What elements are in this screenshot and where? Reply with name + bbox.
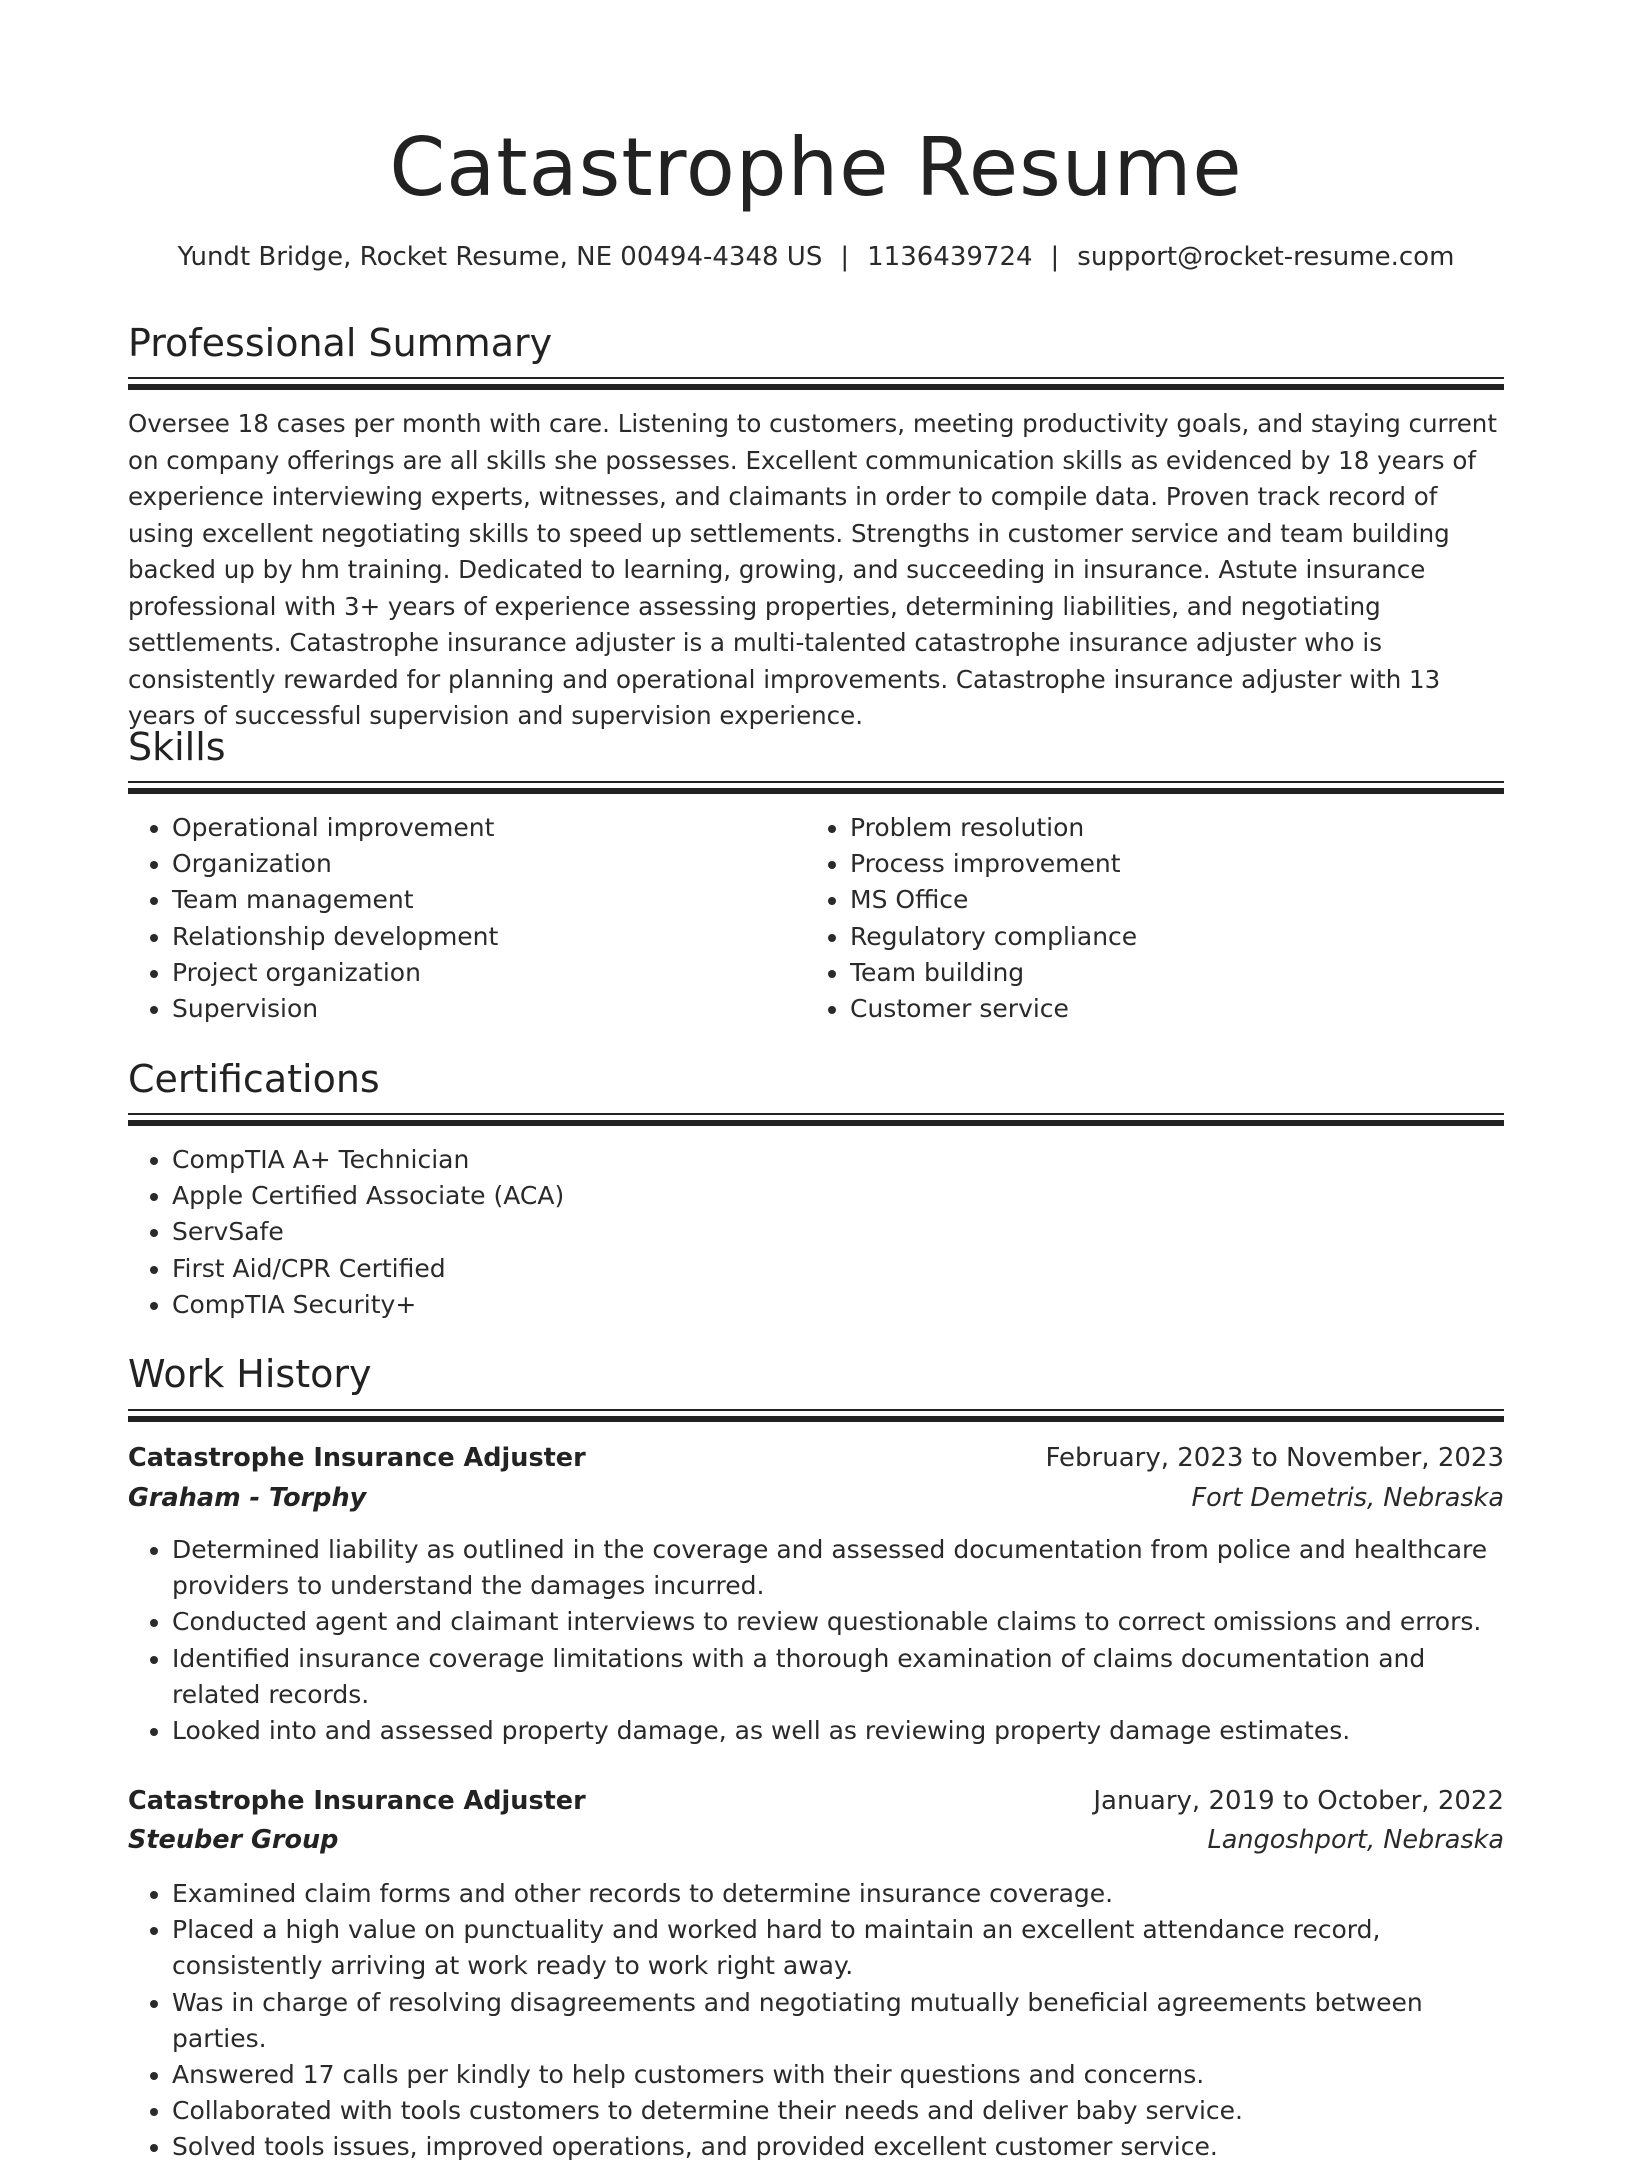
list-item: • CompTIA Security+ [172, 1287, 1472, 1323]
list-item: • Solved tools issues, improved operations, and provided excellent customer service. [172, 2129, 1512, 2165]
summary-heading: Professional Summary [128, 321, 553, 365]
list-item: • Examined claim forms and other records to determine insurance coverage. [172, 1876, 1512, 1912]
list-item: • Apple Certified Associate (ACA) [172, 1178, 1472, 1214]
list-item: • Team management [172, 882, 792, 918]
list-item: • Process improvement [850, 846, 1490, 882]
list-item: • MS Office [850, 882, 1490, 918]
resume-name: Catastrophe Resume [389, 121, 1243, 214]
contact-address: Yundt Bridge, Rocket Resume, NE 00494-4348 US [177, 242, 823, 272]
list-item: • Customer service [850, 991, 1490, 1027]
summary-text: Oversee 18 cases per month with care. Listening to customers, meeting productivity goals, and staying current on company offerings are all skills she possesses. Excellent communication skills as evidenced by 18 years of experience interviewing experts, witnesses, and claimants in order to compile data. Proven track record of using excellent negotiating skills to speed up settlements. Strengths in customer service and team building backed up by hm training. Dedicated to learning, growing, and succeeding in insurance. Astute insurance professional with 3+ years of experience assessing properties, determining liabilities, and negotiating settlements. Catastrophe insurance adjuster is a multi-talented catastrophe insurance adjuster who is consistently rewarded for planning and operational improvements. Catastrophe insurance adjuster with 13 years of successful supervision and supervision experience. [128, 409, 1497, 730]
job-dates: January, 2019 to October, 2022 [1093, 1786, 1504, 1816]
list-item: • CompTIA A+ Technician [172, 1142, 1472, 1178]
contact-separator: | [840, 242, 850, 272]
section-divider [128, 781, 1504, 795]
contact-phone: 1136439724 [867, 242, 1033, 272]
list-item: • Relationship development [172, 919, 792, 955]
list-item: • Looked into and assessed property damage, as well as reviewing property damage estimates. [172, 1713, 1512, 1749]
work-history-heading: Work History [128, 1352, 372, 1396]
job-title: Catastrophe Insurance Adjuster [128, 1786, 586, 1816]
job-title: Catastrophe Insurance Adjuster [128, 1443, 586, 1473]
list-item: • Determined liability as outlined in the coverage and assessed documentation from police and healthcare providers to understand the damages incurred. [172, 1532, 1512, 1604]
skills-list-left [128, 810, 792, 1027]
list-item: • Regulatory compliance [850, 919, 1490, 955]
job-bullets [128, 1876, 1512, 2166]
list-item: • Organization [172, 846, 792, 882]
list-item: • Project organization [172, 955, 792, 991]
job-location: Langoshport, Nebraska [1207, 1825, 1504, 1855]
list-item: • Supervision [172, 991, 792, 1027]
list-item: • Was in charge of resolving disagreements and negotiating mutually beneficial agreements between parties. [172, 1985, 1512, 2057]
contact-separator: | [1050, 242, 1060, 272]
contact-email: support@rocket-resume.com [1077, 242, 1455, 272]
list-item: • Conducted agent and claimant interviews to review questionable claims to correct omissions and errors. [172, 1604, 1512, 1640]
job-bullets [128, 1532, 1512, 1749]
list-item: • ServSafe [172, 1214, 1472, 1250]
list-item: • Placed a high value on punctuality and worked hard to maintain an excellent attendance record, consistently arriving at work ready to work right away. [172, 1912, 1512, 1984]
job-company: Graham - Torphy [128, 1483, 367, 1513]
section-divider [128, 377, 1504, 391]
skills-list-right [806, 810, 1490, 1027]
list-item: • Identified insurance coverage limitations with a thorough examination of claims documentation and related records. [172, 1641, 1512, 1713]
list-item: • Operational improvement [172, 810, 792, 846]
certifications-heading: Certifications [128, 1057, 380, 1101]
list-item: • First Aid/CPR Certified [172, 1251, 1472, 1287]
job-dates: February, 2023 to November, 2023 [1045, 1443, 1504, 1473]
list-item: • Team building [850, 955, 1490, 991]
certifications-list [128, 1142, 1472, 1323]
skills-heading: Skills [128, 725, 226, 769]
job-location: Fort Demetris, Nebraska [1191, 1483, 1504, 1513]
job-company: Steuber Group [128, 1825, 339, 1855]
section-divider [128, 1409, 1504, 1423]
section-divider [128, 1113, 1504, 1127]
list-item: • Problem resolution [850, 810, 1490, 846]
contact-line [0, 240, 1632, 274]
list-item: • Collaborated with tools customers to determine their needs and deliver baby service. [172, 2093, 1512, 2129]
list-item: • Answered 17 calls per kindly to help customers with their questions and concerns. [172, 2057, 1512, 2093]
